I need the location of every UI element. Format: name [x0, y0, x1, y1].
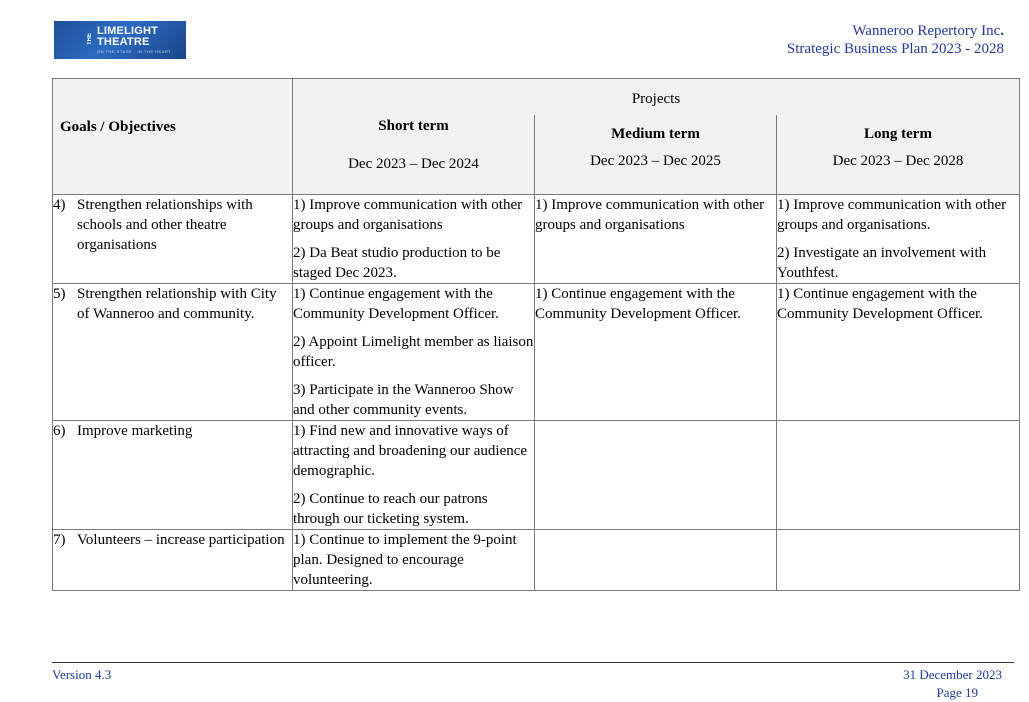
long-term-header: [777, 115, 1020, 195]
project-item: 1) Continue to implement the 9-point plan. Designed to encourage volunteering.: [293, 532, 517, 588]
long-term-label: Long term: [864, 126, 932, 142]
strategic-plan-table: [52, 78, 1020, 591]
project-item: 1) Continue engagement with the Community Development Officer.: [535, 286, 741, 322]
header-org: [852, 22, 1004, 40]
medium-term-cell: [535, 195, 777, 284]
medium-term-cell: [535, 421, 777, 530]
project-item: 1) Continue engagement with the Community Development Officer.: [293, 286, 499, 322]
header-plan-title: Strategic Business Plan 2023 - 2028: [786, 41, 1004, 57]
goal-cell: [53, 421, 293, 530]
project-item: 2) Continue to reach our patrons through our ticketing system.: [293, 491, 488, 527]
goal-number: 6): [53, 423, 66, 439]
goals-objectives-header: Goals / Objectives: [53, 79, 293, 195]
table-row: [53, 530, 1020, 591]
long-term-cell: [777, 284, 1020, 421]
goal-cell: [53, 284, 293, 421]
project-item: 1) Improve communication with other groups and organisations: [535, 197, 765, 233]
medium-term-dates: Dec 2023 – Dec 2025: [590, 153, 721, 169]
project-item: 2) Investigate an involvement with Youthfest.: [777, 245, 987, 281]
short-term-header: [293, 115, 535, 195]
footer-page-number: Page 19: [936, 685, 978, 700]
logo-line1: LIMELIGHT: [97, 25, 159, 37]
table-row: [53, 195, 1020, 284]
medium-term-cell: [535, 530, 777, 591]
logo-tagline: ON THE STAGE · IN THE HEART: [97, 49, 172, 54]
goal-number: 4): [53, 197, 66, 213]
long-term-cell: [777, 195, 1020, 284]
project-item: 1) Improve communication with other groups and organisations: [293, 197, 523, 233]
footer-divider: [52, 662, 1014, 663]
goal-number: 5): [53, 286, 66, 302]
goal-number: 7): [53, 532, 66, 548]
logo-the-text: THE: [87, 33, 93, 45]
logo-line2: THEATRE: [97, 36, 150, 48]
short-term-cell: [293, 421, 535, 530]
project-item: 1) Find new and innovative ways of attracting and broadening our audience demographic.: [293, 423, 528, 479]
footer-date: 31 December 2023: [903, 667, 1002, 682]
goal-text: Strengthen relationship with City of Wanneroo and community.: [77, 286, 277, 322]
medium-term-header: [535, 115, 777, 195]
short-term-label: Short term: [378, 118, 449, 134]
short-term-dates: Dec 2023 – Dec 2024: [348, 156, 479, 172]
short-term-cell: [293, 284, 535, 421]
project-item: 1) Improve communication with other groups and organisations.: [777, 197, 1007, 233]
header-org-name: Wanneroo Repertory Inc: [852, 23, 1001, 39]
long-term-cell: [777, 530, 1020, 591]
medium-term-cell: [535, 284, 777, 421]
projects-header: Projects: [293, 79, 1020, 116]
medium-term-label: Medium term: [611, 126, 700, 142]
project-item: 1) Continue engagement with the Community Development Officer.: [777, 286, 983, 322]
project-item: 3) Participate in the Wanneroo Show and other community events.: [293, 382, 514, 418]
goal-text: Improve marketing: [77, 423, 193, 439]
limelight-theatre-logo: [54, 21, 186, 59]
table-row: [53, 421, 1020, 530]
short-term-cell: [293, 530, 535, 591]
goal-text: Volunteers – increase participation: [77, 532, 285, 548]
goal-text: Strengthen relationships with schools and other theatre organisations: [77, 197, 253, 253]
footer-version: Version 4.3: [52, 667, 112, 682]
goal-cell: [53, 195, 293, 284]
long-term-dates: Dec 2023 – Dec 2028: [832, 153, 964, 169]
project-item: 2) Da Beat studio production to be staged Dec 2023.: [293, 245, 501, 281]
header-org-dot: .: [1000, 23, 1004, 39]
table-row: [53, 284, 1020, 421]
goal-cell: [53, 530, 293, 591]
project-item: 2) Appoint Limelight member as liaison officer.: [293, 334, 534, 370]
long-term-cell: [777, 421, 1020, 530]
short-term-cell: [293, 195, 535, 284]
